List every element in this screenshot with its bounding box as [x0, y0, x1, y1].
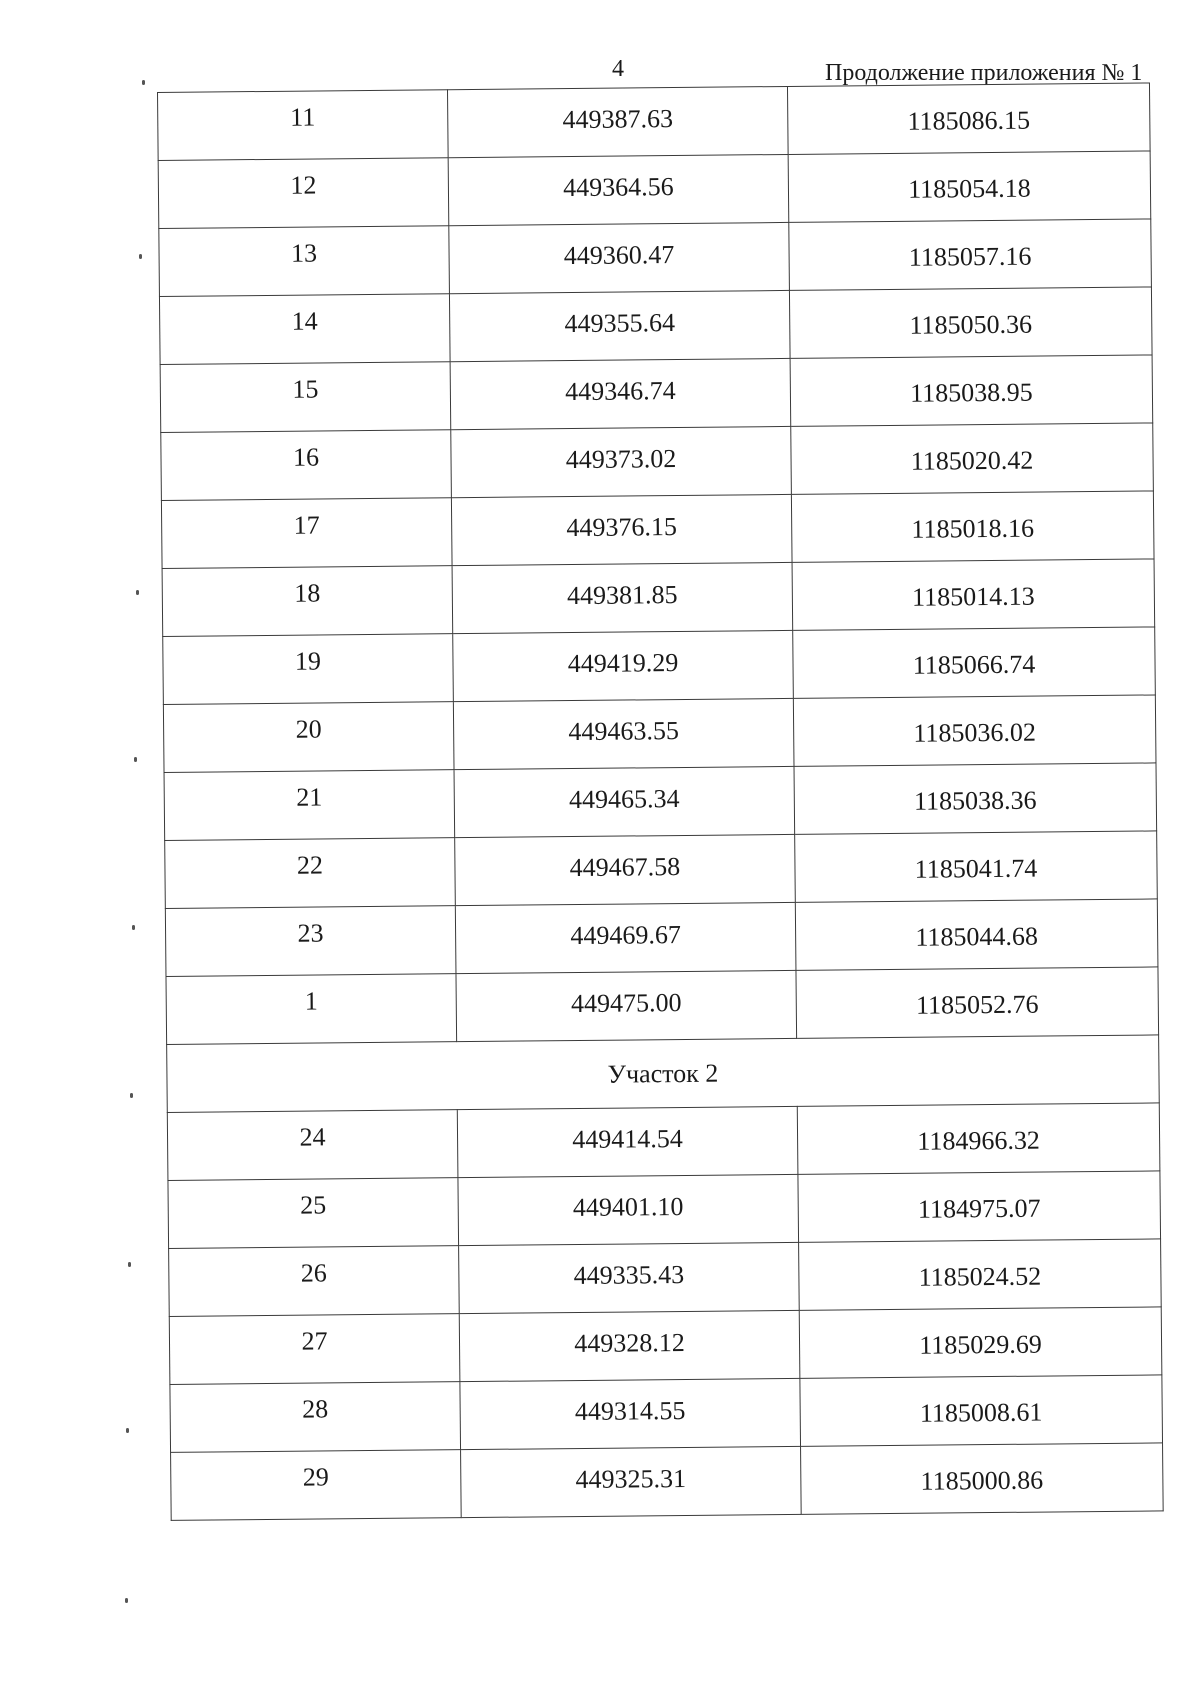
point-number-cell	[169, 1314, 460, 1385]
x-coordinate: 449463.55	[568, 715, 680, 746]
x-coordinate: 449373.02	[565, 443, 677, 474]
y-coordinate-cell	[797, 1103, 1160, 1174]
y-coordinate-cell	[798, 1171, 1161, 1242]
table-row	[166, 967, 1159, 1045]
x-coordinate-cell	[461, 1446, 802, 1517]
x-coordinate-cell	[455, 902, 796, 973]
point-number: 22	[296, 849, 324, 880]
point-number-cell	[158, 158, 449, 229]
table-row	[159, 219, 1152, 297]
y-coordinate: 1185052.76	[915, 989, 1039, 1020]
coordinates-table-wrapper	[157, 82, 1163, 1520]
y-coordinate: 1185018.16	[911, 513, 1035, 544]
x-coordinate-cell	[454, 766, 795, 837]
x-coordinate-cell	[448, 154, 789, 225]
x-coordinate: 449469.67	[570, 919, 681, 950]
point-number-cell	[168, 1178, 459, 1249]
x-coordinate: 449346.74	[565, 375, 676, 406]
x-coordinate: 449475.00	[570, 987, 682, 1018]
x-coordinate: 449328.12	[574, 1327, 685, 1358]
section-title-cell	[167, 1035, 1160, 1113]
point-number-cell	[164, 770, 455, 841]
table-row	[170, 1375, 1163, 1453]
table-row	[169, 1307, 1162, 1385]
x-coordinate-cell	[452, 562, 793, 633]
point-number: 27	[301, 1325, 328, 1356]
x-coordinate-cell	[459, 1242, 800, 1313]
x-coordinate-cell	[450, 358, 791, 429]
table-row	[162, 559, 1155, 637]
y-coordinate: 1185024.52	[918, 1261, 1042, 1292]
y-coordinate-cell	[800, 1375, 1163, 1446]
y-coordinate-cell	[801, 1443, 1164, 1514]
point-number-cell	[161, 498, 452, 569]
table-row	[167, 1103, 1160, 1181]
x-coordinate: 449387.63	[562, 103, 674, 134]
y-coordinate: 1185038.95	[910, 377, 1033, 408]
point-number-cell	[166, 974, 457, 1045]
page-number: 4	[612, 56, 624, 82]
y-coordinate: 1185008.61	[919, 1397, 1043, 1428]
table-row	[163, 695, 1156, 773]
point-number: 24	[299, 1121, 326, 1152]
x-coordinate-cell	[459, 1310, 800, 1381]
y-coordinate-cell	[787, 83, 1150, 154]
scan-margin-mark	[132, 925, 135, 930]
scan-margin-mark	[139, 254, 142, 259]
point-number: 14	[291, 305, 318, 336]
point-number: 26	[300, 1257, 327, 1288]
table-row	[158, 151, 1151, 229]
section-header-group	[167, 1035, 1160, 1113]
y-coordinate: 1185044.68	[915, 921, 1039, 952]
scan-margin-mark	[134, 757, 137, 762]
y-coordinate-cell	[790, 355, 1153, 426]
point-number-cell	[162, 566, 453, 637]
point-number: 23	[297, 917, 324, 948]
x-coordinate-cell	[449, 222, 790, 293]
y-coordinate: 1185014.13	[911, 581, 1035, 612]
y-coordinate-cell	[793, 695, 1156, 766]
x-coordinate-cell	[453, 630, 794, 701]
y-coordinate-cell	[799, 1239, 1162, 1310]
y-coordinate: 1185038.36	[913, 785, 1037, 816]
point-number-cell	[171, 1450, 462, 1521]
point-number-cell	[167, 1110, 458, 1181]
y-coordinate: 1185029.69	[919, 1329, 1042, 1360]
table-row	[168, 1171, 1161, 1249]
point-number: 1	[304, 985, 318, 1016]
x-coordinate: 449335.43	[573, 1259, 685, 1290]
point-number: 28	[302, 1393, 329, 1424]
point-number: 16	[292, 441, 320, 472]
x-coordinate: 449364.56	[563, 171, 674, 202]
x-coordinate-cell	[460, 1378, 801, 1449]
table-row	[161, 423, 1154, 501]
x-coordinate: 449314.55	[574, 1395, 686, 1426]
point-number-cell	[159, 226, 450, 297]
section-title: Участок 2	[607, 1058, 719, 1089]
y-coordinate-cell	[792, 559, 1155, 630]
point-number-cell	[165, 906, 456, 977]
y-coordinate-cell	[795, 831, 1158, 902]
point-number: 20	[295, 713, 322, 744]
x-coordinate: 449467.58	[569, 851, 681, 882]
y-coordinate: 1185054.18	[908, 173, 1031, 204]
table-row	[164, 763, 1157, 841]
y-coordinate: 1185000.86	[920, 1465, 1044, 1496]
continuation-label: Продолжение приложения № 1	[825, 60, 1143, 86]
scan-margin-mark	[142, 80, 145, 85]
point-number: 21	[296, 781, 323, 812]
y-coordinate: 1184966.32	[917, 1125, 1041, 1156]
table-row	[171, 1443, 1164, 1521]
y-coordinate-cell	[791, 423, 1154, 494]
y-coordinate-cell	[795, 899, 1158, 970]
point-number-cell	[170, 1382, 461, 1453]
x-coordinate: 449355.64	[564, 307, 676, 338]
y-coordinate-cell	[789, 287, 1152, 358]
x-coordinate: 449325.31	[575, 1463, 687, 1494]
x-coordinate-cell	[453, 698, 794, 769]
table-row	[159, 287, 1152, 365]
scan-margin-mark	[128, 1262, 131, 1267]
point-number-cell	[159, 294, 450, 365]
table-row	[169, 1239, 1162, 1317]
y-coordinate: 1185020.42	[910, 445, 1034, 476]
table-row	[158, 83, 1151, 161]
point-number: 17	[293, 509, 320, 540]
x-coordinate: 449465.34	[568, 783, 680, 814]
point-number-cell	[158, 90, 449, 161]
x-coordinate: 449360.47	[563, 239, 675, 270]
x-coordinate-cell	[458, 1174, 799, 1245]
y-coordinate: 1185050.36	[909, 309, 1033, 340]
table-row	[160, 355, 1153, 433]
scan-margin-mark	[126, 1428, 129, 1433]
table-row	[165, 831, 1158, 909]
table-row	[163, 627, 1156, 705]
scan-margin-mark	[130, 1093, 133, 1098]
point-number-cell	[163, 702, 454, 773]
point-number: 15	[292, 373, 319, 404]
y-coordinate: 1184975.07	[917, 1193, 1041, 1224]
x-coordinate: 449381.85	[566, 579, 678, 610]
y-coordinate-cell	[788, 151, 1151, 222]
point-number-cell	[161, 430, 452, 501]
scan-margin-mark	[136, 590, 139, 595]
x-coordinate-cell	[451, 494, 792, 565]
part1-rows	[158, 83, 1159, 1044]
x-coordinate-cell	[447, 86, 788, 157]
y-coordinate-cell	[796, 967, 1159, 1038]
x-coordinate-cell	[457, 1106, 798, 1177]
y-coordinate: 1185041.74	[914, 853, 1038, 884]
point-number: 19	[294, 645, 322, 676]
point-number: 25	[300, 1189, 327, 1220]
x-coordinate: 449419.29	[567, 647, 679, 678]
point-number: 13	[290, 237, 318, 268]
y-coordinate-cell	[793, 627, 1156, 698]
point-number-cell	[163, 634, 454, 705]
y-coordinate-cell	[789, 219, 1152, 290]
section-row	[167, 1035, 1160, 1113]
table-row	[165, 899, 1158, 977]
y-coordinate: 1185086.15	[907, 105, 1031, 136]
part2-rows	[167, 1103, 1163, 1521]
point-number: 12	[290, 169, 317, 200]
point-number: 29	[302, 1461, 329, 1492]
coordinates-table	[157, 82, 1164, 1520]
scan-margin-mark	[125, 1598, 128, 1603]
x-coordinate: 449376.15	[566, 511, 678, 542]
y-coordinate-cell	[799, 1307, 1162, 1378]
point-number: 11	[290, 101, 316, 132]
point-number-cell	[165, 838, 456, 909]
x-coordinate: 449401.10	[572, 1191, 684, 1222]
point-number: 18	[294, 577, 321, 608]
x-coordinate: 449414.54	[572, 1123, 683, 1154]
y-coordinate: 1185057.16	[908, 241, 1032, 272]
y-coordinate-cell	[794, 763, 1157, 834]
x-coordinate-cell	[449, 290, 790, 361]
x-coordinate-cell	[455, 834, 796, 905]
y-coordinate-cell	[791, 491, 1154, 562]
x-coordinate-cell	[456, 970, 797, 1041]
point-number-cell	[160, 362, 451, 433]
table-row	[161, 491, 1154, 569]
y-coordinate: 1185036.02	[913, 717, 1037, 748]
point-number-cell	[169, 1246, 460, 1317]
x-coordinate-cell	[451, 426, 792, 497]
y-coordinate: 1185066.74	[912, 649, 1036, 680]
